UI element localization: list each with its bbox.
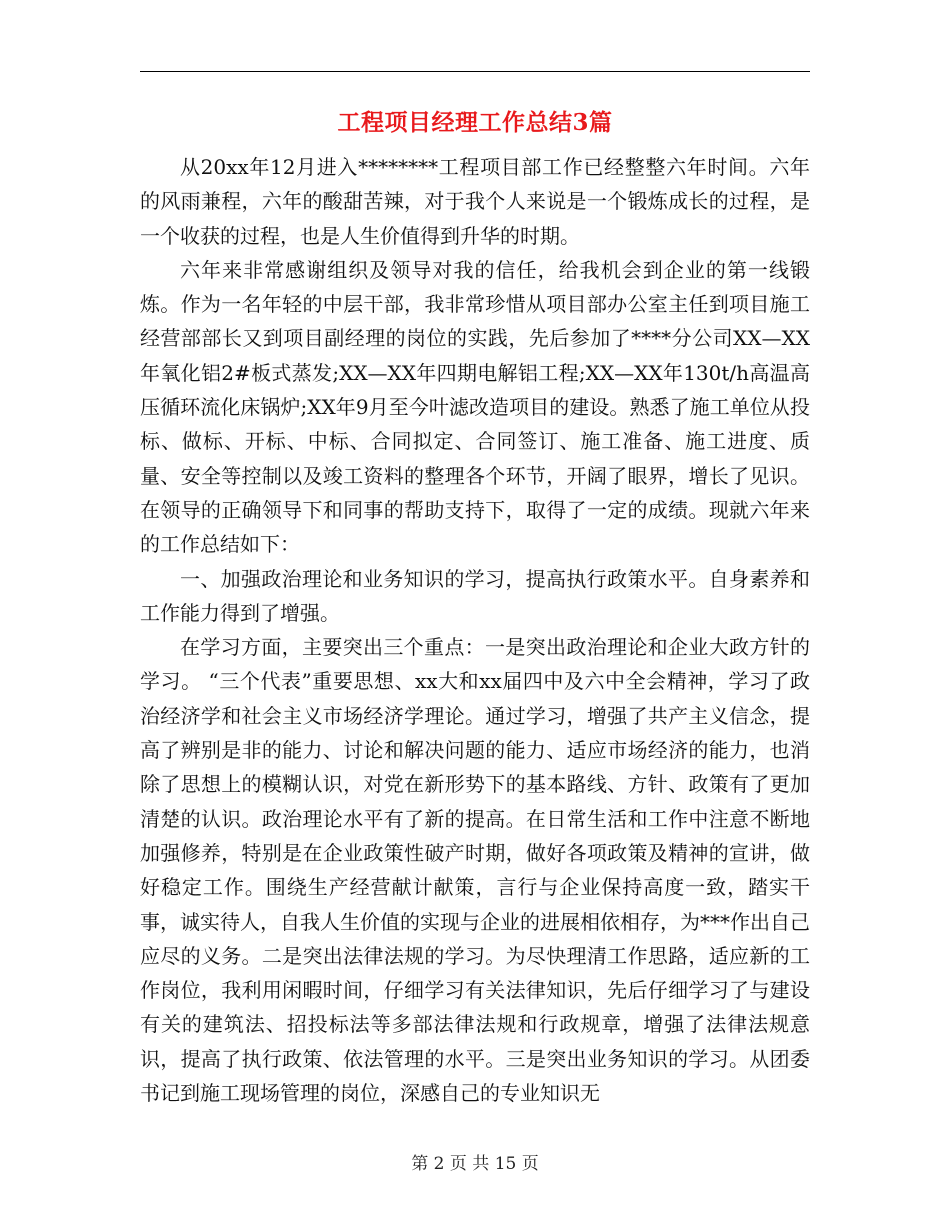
paragraph: 六年来非常感谢组织及领导对我的信任，给我机会到企业的第一线锻炼。作为一名年轻的中层干部，我非常珍惜从项目部办公室主任到项目施工经营部部长又到项目副经理的岗位的实践，先后参加了****分公司XX—XX年氧化铝2#板式蒸发;XX—XX年四期电解铝工程;XX—XX年130t/h高温高压循环流化床锅炉;XX年9月至今叶滤改造项目的建设。熟悉了施工单位从投标、做标、开标、中标、合同拟定、合同签订、施工准备、施工进度、质量、安全等控制以及竣工资料的整理各个环节，开阔了眼界，增长了见识。在领导的正确领导下和同事的帮助支持下，取得了一定的成绩。现就六年来的工作总结如下： [140, 257, 810, 557]
document-title: 工程项目经理工作总结3篇 [337, 109, 613, 136]
paragraph: 从20xx年12月进入********工程项目部工作已经整整六年时间。六年的风雨兼程，六年的酸甜苦辣，对于我个人来说是一个锻炼成长的过程，是一个收获的过程，也是人生价值得到升华的时期。 [140, 155, 810, 248]
header-rule [140, 71, 810, 72]
document-body [140, 150, 810, 1110]
paragraph: 在学习方面，主要突出三个重点：一是突出政治理论和企业大政方针的学习。 “三个代表”重要思想、xx大和xx届四中及六中全会精神，学习了政治经济学和社会主义市场经济学理论。通过学习，增强了共产主义信念，提高了辨别是非的能力、讨论和解决问题的能力、适应市场经济的能力，也消除了思想上的模糊认识，对党在新形势下的基本路线、方针、政策有了更加清楚的认识。政治理论水平有了新的提高。在日常生活和工作中注意不断地加强修养，特别是在企业政策性破产时期，做好各项政策及精神的宣讲，做好稳定工作。围绕生产经营献计献策，言行与企业保持高度一致，踏实干事，诚实待人，自我人生价值的实现与企业的进展相依相存，为***作出自己应尽的义务。二是突出法律法规的学习。为尽快理清工作思路，适应新的工作岗位，我利用闲暇时间，仔细学习有关法律知识，先后仔细学习了与建设有关的建筑法、招投标法等多部法律法规和行政规章，增强了法律法规意识，提高了执行政策、依法管理的水平。三是突出业务知识的学习。从团委书记到施工现场管理的岗位，深感自己的专业知识无 [140, 635, 810, 1106]
page-number-footer: 第 2 页 共 15 页 [411, 1154, 539, 1174]
paragraph: 一、加强政治理论和业务知识的学习，提高执行政策水平。自身素养和工作能力得到了增强。 [140, 566, 810, 625]
